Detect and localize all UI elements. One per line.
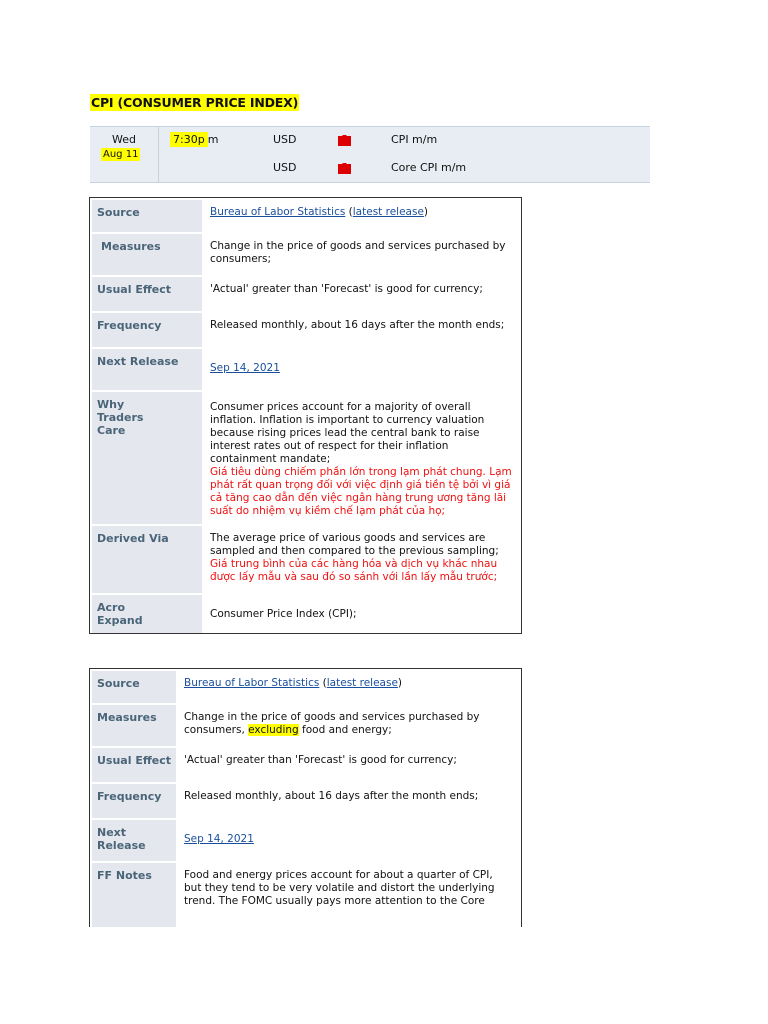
high-impact-folder-icon: [338, 163, 351, 174]
value-next-release: [204, 349, 519, 390]
label-acro-expand: Acro Expand: [92, 595, 202, 634]
value-usual-effect: 'Actual' greater than 'Forecast' is good for currency;: [184, 754, 457, 766]
event-name[interactable]: Core CPI m/m: [391, 161, 467, 174]
event-date: Aug 11: [103, 149, 139, 160]
core-cpi-details-table: [89, 668, 522, 927]
latest-release-link[interactable]: latest release: [352, 206, 424, 218]
value-usual-effect: 'Actual' greater than 'Forecast' is good for currency;: [210, 283, 483, 295]
row-acro-expand: [92, 595, 519, 634]
label-why-traders-care: Why Traders Care: [92, 392, 202, 524]
value-ff-notes: Food and energy prices account for about a quarter of CPI, but they tend to be very volatile and distort the underlying trend. The FOMC usually pays more attention to the Core: [184, 869, 495, 907]
value-source: Bureau of Labor Statistics (latest release): [184, 677, 403, 689]
label-measures: Measures: [92, 234, 202, 275]
value-measures: Change in the price of goods and services purchased by consumers, excluding food and energy;: [184, 711, 480, 736]
label-frequency: Frequency: [92, 313, 202, 347]
label-measures: Measures: [92, 705, 176, 746]
row-source: [92, 200, 519, 232]
value-measures: Change in the price of goods and services purchased by consumers;: [210, 240, 506, 265]
row-derived-via: [92, 526, 519, 593]
next-release-link[interactable]: Sep 14, 2021: [184, 833, 254, 845]
row-frequency: [92, 784, 519, 818]
value-next-release: [178, 820, 519, 861]
row-source: [92, 671, 519, 703]
highlighted-word: excluding: [248, 724, 299, 736]
label-derived-via: Derived Via: [92, 526, 202, 593]
calendar-row-core-cpi[interactable]: [160, 158, 650, 180]
calendar-row-cpi[interactable]: [160, 130, 650, 152]
page-title: CPI (CONSUMER PRICE INDEX): [91, 95, 299, 110]
label-usual-effect: Usual Effect: [92, 277, 202, 311]
event-time: 7:30p m: [170, 133, 218, 146]
row-frequency: [92, 313, 519, 347]
label-ff-notes: FF Notes: [92, 863, 176, 927]
value-source: Bureau of Labor Statistics (latest release): [210, 206, 429, 218]
row-usual-effect: [92, 277, 519, 311]
latest-release-link[interactable]: latest release: [326, 677, 398, 689]
row-next-release: [92, 349, 519, 390]
bls-link[interactable]: Bureau of Labor Statistics: [210, 206, 346, 218]
date-cell: [90, 127, 159, 182]
value-frequency: Released monthly, about 16 days after the month ends;: [184, 790, 479, 802]
value-why-traders-care: Consumer prices account for a majority of overall inflation. Inflation is important to currency valuation because rising prices lead the central bank to raise interest rates out of respect for their inflation containment mandate; Giá tiêu dùng chiếm phần lớn trong lạm phát chung. Lạm phát rất quan trọng đối với việc định giá tiền tệ bởi vì giá cả tăng cao dẫn đến việc ngân hàng trung ương tăng lãi suất do nhiệm vụ kiềm chế lạm phát của họ;: [210, 401, 512, 517]
calendar-event-row: [90, 126, 650, 183]
bls-link[interactable]: Bureau of Labor Statistics: [184, 677, 320, 689]
label-frequency: Frequency: [92, 784, 176, 818]
label-next-release: Next Release: [92, 349, 202, 390]
row-ff-notes: [92, 863, 519, 927]
label-next-release: Next Release: [92, 820, 176, 861]
high-impact-folder-icon: [338, 135, 351, 146]
value-derived-via: The average price of various goods and services are sampled and then compared to the previous sampling; Giá trung bình của các hàng hóa và dịch vụ khác nhau được lấy mẫu và sau đó so sánh với lần lấy mẫu trước;: [210, 532, 499, 583]
row-next-release: [92, 820, 519, 861]
value-frequency: Released monthly, about 16 days after the month ends;: [210, 319, 505, 331]
row-why-traders-care: [92, 392, 519, 524]
row-usual-effect: [92, 748, 519, 782]
currency-label: USD: [273, 161, 297, 174]
label-usual-effect: Usual Effect: [92, 748, 176, 782]
event-name[interactable]: CPI m/m: [391, 133, 438, 146]
day-name: Wed: [112, 133, 136, 146]
vietnamese-translation: Giá tiêu dùng chiếm phần lớn trong lạm phát chung. Lạm phát rất quan trọng đối với việc định giá tiền tệ bởi vì giá cả tăng cao dẫn đến việc ngân hàng trung ương tăng lãi suất do nhiệm vụ kiềm chế lạm phát của họ;: [210, 466, 512, 517]
label-source: Source: [92, 200, 202, 232]
row-measures: [92, 234, 519, 275]
row-measures: [92, 705, 519, 746]
next-release-link[interactable]: Sep 14, 2021: [210, 362, 280, 374]
currency-label: USD: [273, 133, 297, 146]
cpi-details-table: [89, 197, 522, 634]
vietnamese-translation: Giá trung bình của các hàng hóa và dịch vụ khác nhau được lấy mẫu và sau đó so sánh với lần lấy mẫu trước;: [210, 558, 498, 583]
value-acro-expand: Consumer Price Index (CPI);: [210, 608, 357, 620]
label-source: Source: [92, 671, 176, 703]
